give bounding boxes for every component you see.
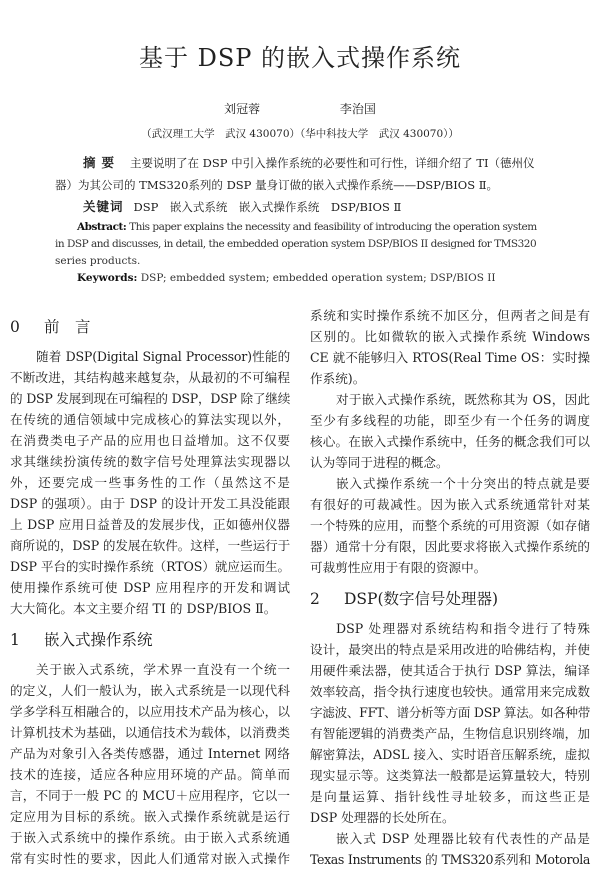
paragraph-line: 一个特殊的应用，而整个系统的可用资源（如存储 (310, 518, 590, 533)
paragraph-line: 的定义，人们一般认为，嵌入式系统是一以现代科 (10, 683, 290, 698)
paragraph-line: 解密算法，ADSL 接入、实时语音压解系统，虚拟 (310, 747, 590, 762)
section-number: 0 (10, 318, 20, 336)
paragraph-line: 的 DSP 发展到现在可编程的 DSP，DSP 除了继续 (10, 391, 290, 406)
section-number: 1 (10, 631, 20, 649)
abstract-cn-line: 器）为其公司的 TMS320系列的 DSP 量身订做的嵌入式操作系统——DSP/BIOS Ⅱ。 (55, 178, 499, 192)
abstract-cn (55, 152, 545, 218)
paragraph-line: 产品为对象引入各类传感器，通过 Internet 网络 (10, 746, 290, 761)
section-number: 2 (310, 590, 320, 608)
paragraph-line: 求其继续扮演传统的数字信号处理算法实现器以 (10, 454, 290, 469)
paragraph-line: 有智能逻辑的消费类产品，生物信息识别终端，加 (310, 726, 590, 741)
paragraph-line: 常有实时性的要求，因此人们通常对嵌入式操作 (10, 851, 290, 866)
section-heading (310, 584, 590, 614)
paragraph-line: 计算机技术为基础，以通信技术为载体，以消费类 (10, 725, 290, 740)
abstract-cn-label: 摘要 (83, 155, 121, 170)
paragraph-line: 大大简化。本文主要介绍 TI 的 DSP/BIOS Ⅱ。 (10, 601, 277, 616)
abstract-en-label: Abstract: (77, 221, 127, 233)
paragraph-line: 是向量运算、指针线性寻址较多，而这些正是 (310, 789, 590, 804)
paragraph-line: DSP 处理器的长处所在。 (310, 810, 455, 825)
paragraph-line: 现实显示等。这类算法一般都是运算量较大，特别 (310, 768, 590, 783)
abstract-en-line: This paper explains the necessity and feasibility of introducing the operation system (129, 221, 537, 233)
paragraph-line: 定应用为目标的系统。嵌入式操作系统就是运行 (10, 809, 290, 824)
keywords-en-text: DSP; embedded system; embedded operation system; DSP/BIOS II (140, 272, 496, 284)
paragraph-line: 器）通常十分有限，因此要求将嵌入式操作系统的 (310, 539, 590, 554)
author-name: 李治国 (339, 102, 376, 116)
paper-title: 基于 DSP 的嵌入式操作系统 (138, 44, 462, 72)
paragraph-line: 有很好的可裁减性。因为嵌入式系统通常针对某 (310, 497, 590, 512)
keywords-cn-text: DSP 嵌入式系统 嵌入式操作系统 DSP/BIOS Ⅱ (133, 200, 402, 214)
section-title: 嵌入式操作系统 (44, 631, 153, 649)
right-column (310, 305, 590, 870)
paragraph-line: 在消费类电子产品的应用也日益增加。这不仅要 (10, 433, 290, 448)
keywords-cn-label: 关键词 (83, 199, 124, 214)
paragraph-line: DSP 处理器对系统结构和指令进行了特殊 (336, 621, 590, 636)
paragraph-line: 外，还要完成一些事务性的工作（虽然这不是 (10, 475, 290, 490)
paragraph-line: 区别的。比如微软的嵌入式操作系统 Windows (310, 329, 590, 344)
paragraph-line: Texas Instruments 的 TMS320系列和 Motorola (310, 852, 590, 867)
paragraph-line: 至少有多线程的功能，即至少有一个任务的调度 (310, 413, 590, 428)
paragraph-line: 对于嵌入式操作系统，既然称其为 OS，因此 (336, 392, 590, 407)
paragraph-line: 作系统)。 (310, 371, 366, 386)
paragraph-line: 使用操作系统可使 DSP 应用程序的开发和调试 (10, 580, 290, 595)
paragraph-line: 用硬件乘法器，使其适合于执行 DSP 算法，编译 (310, 663, 590, 678)
paragraph-line: 可裁剪性应用于有限的资源中。 (310, 560, 487, 575)
paragraph-line: 认为等同于进程的概念。 (310, 455, 449, 470)
paragraph-line: 关于嵌入式系统，学术界一直没有一个统一 (36, 662, 290, 677)
paragraph-line: 技术的连接，适应各种应用环境的产品。简单而 (10, 767, 290, 782)
abstract-en-line: series products. (55, 255, 141, 267)
abstract-en-line: in DSP and discusses, in detail, the embedded operation system DSP/BIOS II designed for TMS320 (55, 238, 537, 250)
paragraph-line: 言，不同于一般 PC 的 MCU＋应用程序，它以一 (10, 788, 290, 803)
authors (0, 100, 600, 117)
paragraph-line: 不断改进，其结构越来越复杂，从最初的不可编程 (10, 370, 290, 385)
paragraph-line: 随着 DSP(Digital Signal Processor)性能的 (36, 349, 290, 364)
paragraph-line: DSP 的强项）。由于 DSP 的设计开发工具没能跟 (10, 496, 290, 511)
section-heading (10, 312, 290, 342)
paragraph-line: 效率较高，指令执行速度也较快。通常用来完成数 (310, 684, 590, 699)
paragraph-line: 学多学科互相融合的，以应用技术产品为核心，以 (10, 704, 290, 719)
paragraph-line: 字滤波、FFT、谱分析等方面 DSP 算法。如各种带 (310, 705, 590, 720)
section-title: DSP(数字信号处理器) (344, 590, 499, 608)
paragraph-line: 设计，最突出的特点是采用改进的哈佛结构，并使 (310, 642, 590, 657)
abstract-en (55, 219, 545, 287)
paragraph-line: DSP 平台的实时操作系统（RTOS）就应运而生。 (10, 559, 290, 574)
left-column (10, 312, 290, 869)
paragraph-line: CE 就不能够归入 RTOS(Real Time OS：实时操 (310, 350, 590, 365)
paragraph-line: 嵌入式 DSP 处理器比较有代表性的产品是 (336, 831, 590, 846)
keywords-en-label: Keywords: (77, 272, 138, 284)
paragraph-line: 商所说的，DSP 的发展在软件。这样，一些运行于 (10, 538, 290, 553)
affiliation: （武汉理工大学 武汉 430070）（华中科技大学 武汉 430070）） (141, 128, 459, 140)
section-title: 前 言 (44, 318, 91, 336)
paragraph-line: 于嵌入式系统中的操作系统。由于嵌入式系统通 (10, 830, 290, 845)
paragraph-line: 上 DSP 应用日益普及的发展步伐，正如德州仪器 (10, 517, 290, 532)
abstract-cn-line: 主要说明了在 DSP 中引入操作系统的必要性和可行性，详细介绍了 TI（德州仪 (130, 156, 535, 170)
paragraph-line: 系统和实时操作系统不加区分，但两者之间是有 (310, 308, 590, 323)
paragraph-line: 核心。在嵌入式操作系统中，任务的概念我们可以 (310, 434, 590, 449)
paragraph-line: 嵌入式操作系统一个十分突出的特点就是要 (336, 476, 590, 491)
section-heading (10, 625, 290, 655)
author-name: 刘冠蓉 (224, 102, 261, 116)
paragraph-line: 在传统的通信领域中完成核心的算法实现以外， (10, 412, 290, 427)
